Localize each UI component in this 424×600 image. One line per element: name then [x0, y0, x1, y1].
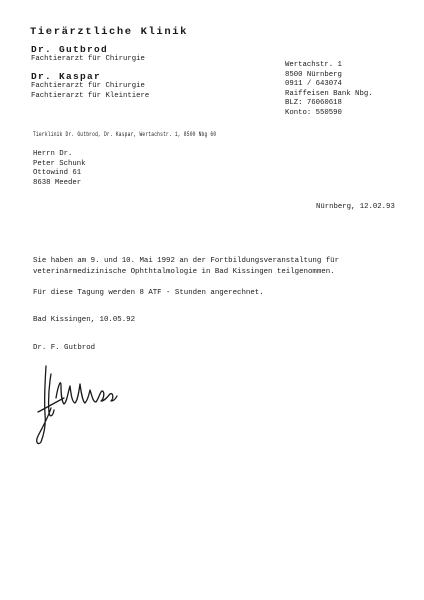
contact-phone: 0911 / 643074: [285, 80, 342, 89]
clinic-name: Tierärztliche Klinik: [30, 26, 189, 38]
contact-bank: Raiffeisen Bank Nbg.: [285, 89, 373, 98]
body-line2: veterinärmedizinische Ophthtalmologie in Bad Kissingen teilgenommen.: [33, 268, 335, 276]
signature-stroke-loop: [49, 374, 54, 416]
signatory-name: Dr. F. Gutbrod: [33, 344, 96, 352]
recipient-line3: Ottowind 61: [33, 169, 82, 178]
contact-street: Wertachstr. 1: [285, 61, 342, 69]
place-date: Bad Kissingen, 10.05.92: [33, 316, 136, 324]
body-paragraph2: Für diese Tagung werden 8 ATF - Stunden angerechnet.: [33, 289, 264, 297]
return-address: Tierklinik Dr. Gutbrod, Dr. Kaspar, Wertachstr. 1, 8500 Nbg 60: [33, 132, 217, 139]
contact-account: Konto: 550590: [285, 108, 342, 117]
body-line1: Sie haben am 9. und 10. Mai 1992 an der Fortbildungsveranstaltung für: [33, 257, 340, 265]
contact-blz: BLZ: 76060618: [285, 99, 342, 108]
contact-block: [285, 61, 373, 119]
doctor2-title1: Fachtierarzt für Chirurgie: [31, 82, 145, 90]
doctor1-block: [31, 44, 145, 65]
date-line: Nürnberg, 12.02.93: [316, 203, 395, 211]
contact-city: 8500 Nürnberg: [285, 70, 342, 79]
recipient-block: [33, 150, 86, 188]
signature-image: [32, 358, 122, 448]
doctor2-title2: Fachtierarzt für Kleintiere: [31, 91, 150, 100]
doctor1-title: Fachtierarzt für Chirurgie: [31, 55, 145, 63]
recipient-line1: Herrn Dr.: [33, 150, 73, 158]
signature-stroke-tail: [56, 383, 117, 404]
body-paragraph1: [33, 256, 339, 278]
doctor1-name: Dr. Gutbrod: [31, 44, 109, 55]
doctor2-block: [31, 71, 149, 101]
recipient-line4: 8638 Meeder: [33, 178, 82, 187]
recipient-line2: Peter Schunk: [33, 159, 86, 168]
doctor2-name: Dr. Kaspar: [31, 71, 102, 82]
